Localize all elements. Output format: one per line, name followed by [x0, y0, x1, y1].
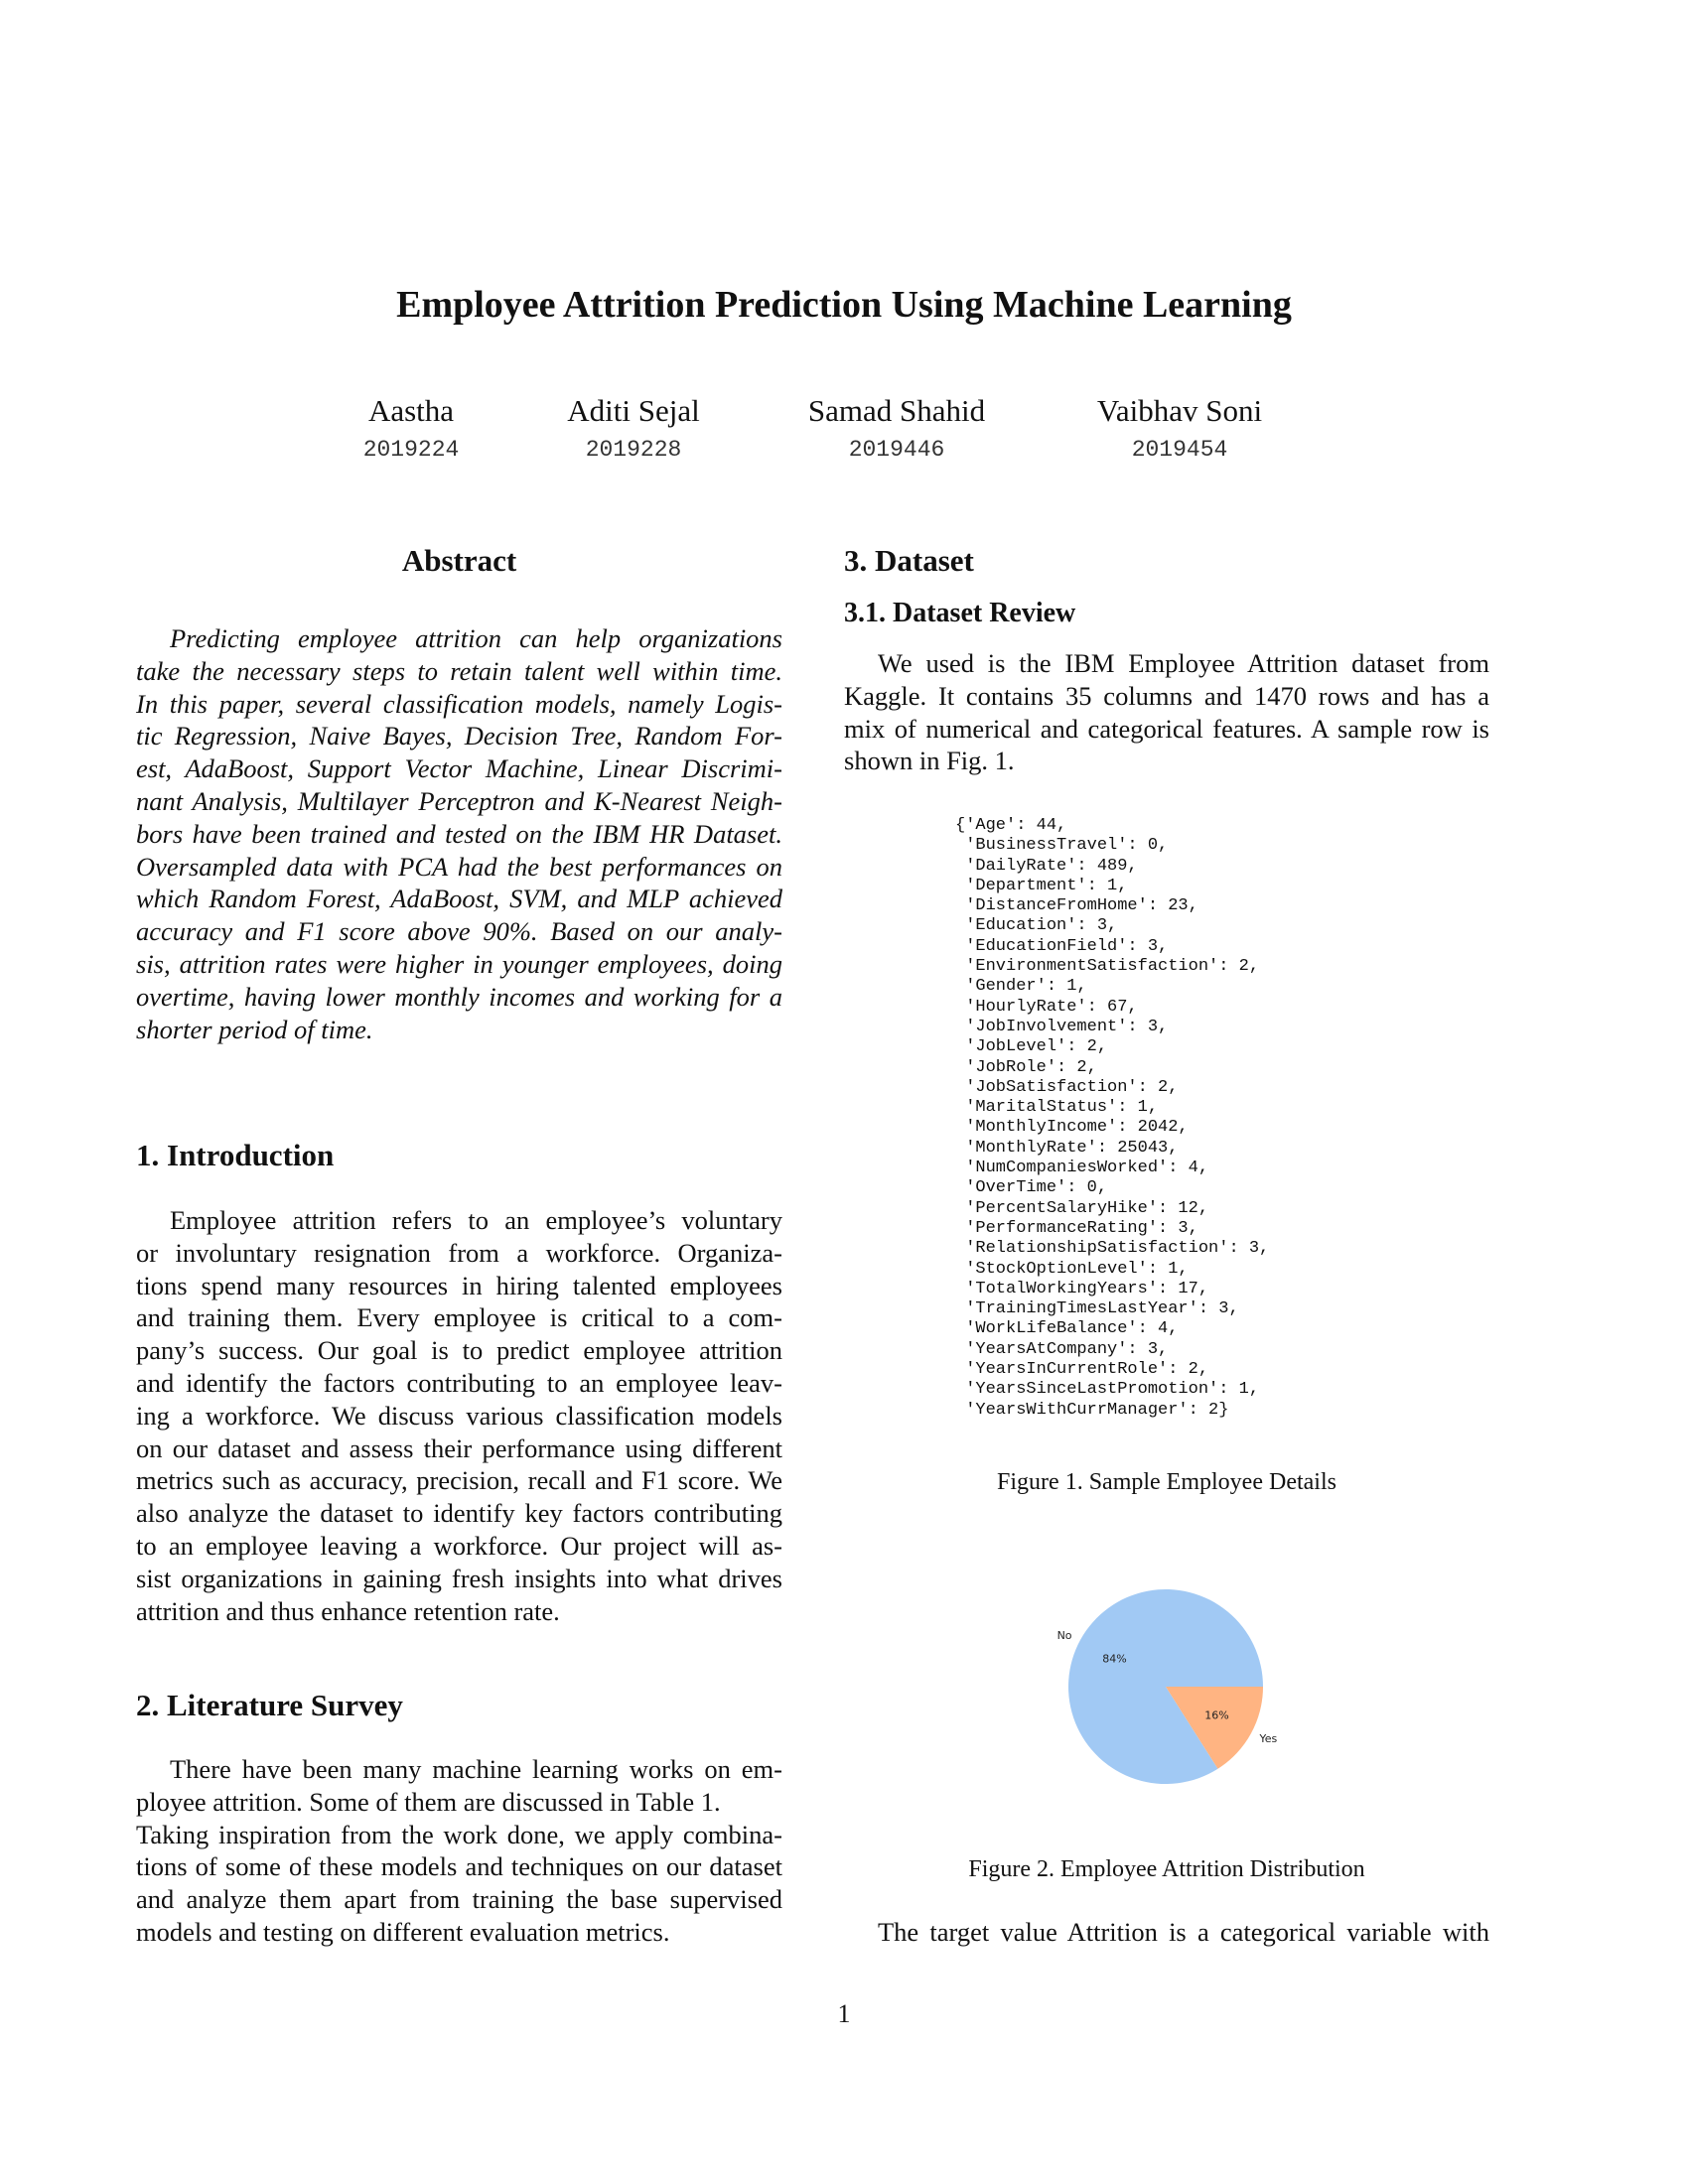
code-line: 'JobInvolvement': 3, [955, 1017, 1169, 1036]
text-line: take the necessary steps to retain talent well within time. [136, 655, 782, 686]
code-line: 'DailyRate': 489, [955, 856, 1138, 876]
text-line: The target value Attrition is a categorical variable with [878, 1917, 1489, 1947]
author-2 [485, 391, 782, 465]
code-line: 'DistanceFromHome': 23, [955, 896, 1198, 916]
dataset-final-line [844, 1916, 1489, 1949]
text-line: est, AdaBoost, Support Vector Machine, Linear Discrimi- [136, 753, 782, 784]
text-line: sist organizations in gaining fresh insights into what drives [136, 1563, 782, 1593]
text-line: and analyze them apart from training the base supervised [136, 1884, 782, 1915]
author-id: 2019446 [848, 437, 945, 463]
code-line: 'JobSatisfaction': 2, [955, 1077, 1179, 1097]
attrition-pie-chart [1023, 1569, 1321, 1807]
author-id: 2019224 [362, 437, 460, 463]
text-line: sis, attrition rates were higher in younger employees, doing [136, 948, 782, 979]
author-id: 2019454 [1131, 437, 1228, 463]
sample-row-code [955, 816, 1269, 1421]
text-line: Employee attrition refers to an employee’s voluntary [170, 1205, 782, 1235]
code-line: 'RelationshipSatisfaction': 3, [955, 1239, 1270, 1259]
page-number: 1 [837, 1999, 851, 2028]
code-line: 'MonthlyRate': 25043, [955, 1138, 1179, 1158]
code-line: 'YearsWithCurrManager': 2} [955, 1400, 1229, 1420]
intro-text [136, 1204, 782, 1627]
literature-text-b [136, 1819, 782, 1949]
code-line: 'Department': 1, [955, 876, 1128, 895]
code-line: 'JobRole': 2, [955, 1057, 1097, 1077]
text-line: accuracy and F1 score above 90%. Based on our analy- [136, 916, 782, 947]
abstract-heading: Abstract [401, 543, 517, 578]
text-line: nant Analysis, Multilayer Perceptron and K-Nearest Neigh- [136, 785, 782, 816]
text-line: models and testing on different evaluation metrics. [136, 1916, 670, 1947]
figure-2-caption: Figure 2. Employee Attrition Distribution [968, 1856, 1365, 1882]
text-line: on our dataset and assess their performance using different [136, 1433, 782, 1463]
text-line: tions spend many resources in hiring talented employees [136, 1270, 782, 1300]
text-line: and training them. Every employee is critical to a com- [136, 1302, 782, 1333]
author-name: Aastha [367, 393, 455, 428]
pie-percent-label: 84% [1102, 1652, 1127, 1666]
author-name: Aditi Sejal [567, 393, 700, 428]
text-line: and identify the factors contributing to an employee leav- [136, 1367, 782, 1398]
text-line: We used is the IBM Employee Attrition dataset from [878, 648, 1489, 678]
text-line: Kaggle. It contains 35 columns and 1470 rows and has a [844, 680, 1489, 711]
code-line: 'BusinessTravel': 0, [955, 836, 1169, 856]
text-line: to an employee leaving a workforce. Our project will as- [136, 1530, 782, 1561]
text-line: pany’s success. Our goal is to predict employee attrition [136, 1335, 782, 1366]
code-line: 'StockOptionLevel': 1, [955, 1259, 1189, 1279]
code-line: 'NumCompaniesWorked': 4, [955, 1159, 1209, 1178]
text-line: or involuntary resignation from a workforce. Organiza- [136, 1237, 782, 1268]
code-line: 'TotalWorkingYears': 17, [955, 1279, 1209, 1298]
pie-category-label: Yes [1259, 1731, 1278, 1745]
text-line: Taking inspiration from the work done, we apply combina- [136, 1819, 782, 1849]
code-line: 'MonthlyIncome': 2042, [955, 1118, 1189, 1138]
text-line: ing a workforce. We discuss various classification models [136, 1400, 782, 1431]
author-name: Samad Shahid [807, 393, 986, 428]
code-line: 'TrainingTimesLastYear': 3, [955, 1299, 1239, 1319]
code-line: 'YearsAtCompany': 3, [955, 1339, 1169, 1359]
author-id: 2019228 [585, 437, 682, 463]
code-line: 'HourlyRate': 67, [955, 997, 1138, 1017]
paper-title: Employee Attrition Prediction Using Machine Learning [396, 284, 1292, 326]
code-line: 'PerformanceRating': 3, [955, 1218, 1198, 1238]
dataset-heading: 3. Dataset [844, 543, 974, 578]
text-line: overtime, having lower monthly incomes and working for a [136, 981, 782, 1012]
text-line: tic Regression, Naive Bayes, Decision Tree, Random For- [136, 721, 782, 751]
text-line: tions of some of these models and techniques on our dataset [136, 1851, 782, 1882]
code-line: 'JobLevel': 2, [955, 1037, 1108, 1057]
dataset-text [844, 647, 1489, 777]
literature-text-a [136, 1753, 782, 1819]
text-line: Predicting employee attrition can help organizations [170, 623, 782, 653]
code-line: 'Education': 3, [955, 916, 1118, 936]
code-line: 'PercentSalaryHike': 12, [955, 1198, 1209, 1218]
text-line: metrics such as accuracy, precision, recall and F1 score. We [136, 1465, 782, 1496]
code-line: 'YearsSinceLastPromotion': 1, [955, 1380, 1260, 1400]
intro-heading: 1. Introduction [136, 1138, 335, 1172]
text-line: shorter period of time. [136, 1014, 373, 1044]
literature-heading: 2. Literature Survey [136, 1688, 403, 1722]
pie-percent-label: 16% [1204, 1708, 1229, 1722]
pie-category-label: No [1056, 1629, 1072, 1643]
dataset-review-heading: 3.1. Dataset Review [844, 598, 1076, 628]
code-line: 'YearsInCurrentRole': 2, [955, 1360, 1209, 1380]
code-line: {'Age': 44, [955, 816, 1067, 835]
text-line: ployee attrition. Some of them are discussed in Table 1. [136, 1786, 721, 1817]
code-line: 'MaritalStatus': 1, [955, 1098, 1159, 1118]
text-line: which Random Forest, AdaBoost, SVM, and MLP achieved [136, 884, 782, 914]
text-line: attrition and thus enhance retention rate. [136, 1595, 560, 1626]
text-line: In this paper, several classification models, namely Logis- [136, 688, 782, 719]
author-3 [748, 391, 1046, 465]
text-line: Oversampled data with PCA had the best performances on [136, 851, 782, 882]
text-line: bors have been trained and tested on the IBM HR Dataset. [136, 818, 782, 849]
code-line: 'EducationField': 3, [955, 936, 1169, 956]
code-line: 'WorkLifeBalance': 4, [955, 1319, 1179, 1339]
code-line: 'EnvironmentSatisfaction': 2, [955, 957, 1260, 977]
text-line: mix of numerical and categorical features. A sample row is [844, 713, 1489, 744]
text-line: also analyze the dataset to identify key factors contributing [136, 1498, 782, 1529]
abstract-text [136, 622, 782, 1045]
figure-1-caption: Figure 1. Sample Employee Details [997, 1469, 1336, 1495]
text-line: There have been many machine learning works on em- [170, 1754, 782, 1784]
code-line: 'Gender': 1, [955, 977, 1087, 997]
code-line: 'OverTime': 0, [955, 1178, 1108, 1198]
author-4 [1031, 391, 1329, 465]
text-line: shown in Fig. 1. [844, 746, 1015, 776]
author-name: Vaibhav Soni [1096, 393, 1263, 428]
